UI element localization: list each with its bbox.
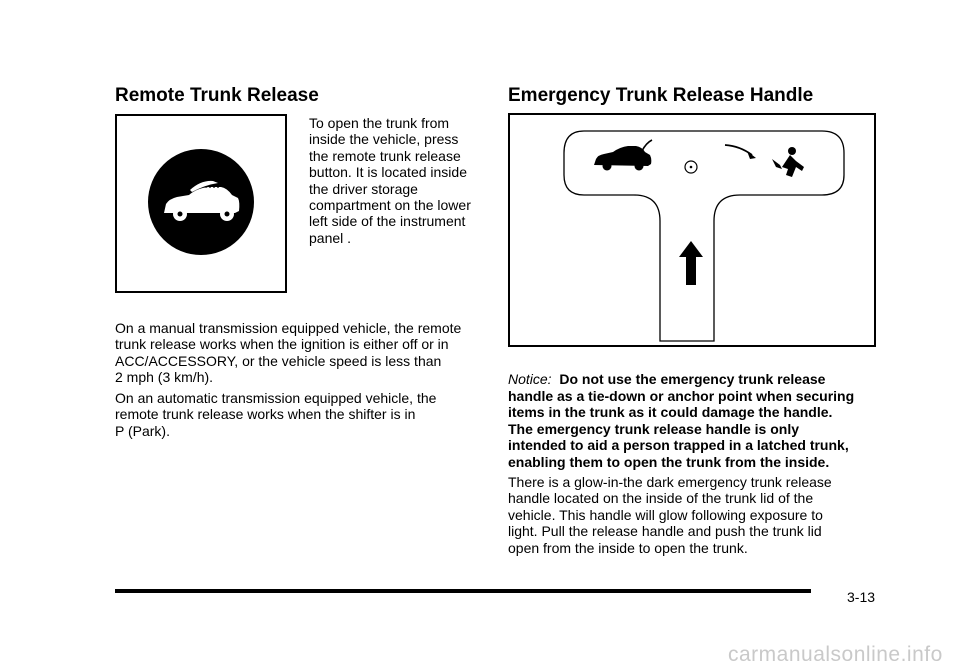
text-line: vehicle. This handle will glow following exposure to [508, 506, 823, 523]
text-line: The emergency trunk release handle is only [508, 420, 799, 437]
page-number: 3-13 [847, 589, 876, 605]
text-line: items in the trunk as it could damage the handle. [508, 404, 833, 421]
text-line: left side of the instrument [309, 213, 466, 230]
remote-trunk-release-figure [115, 114, 287, 293]
release-handle-illustration [510, 115, 874, 345]
remote-release-intro [309, 115, 471, 246]
text-line: On a manual transmission equipped vehicle, the remote [115, 320, 462, 336]
notice-text: Do not use the emergency trunk release [559, 371, 826, 387]
text-line: 2 mph (3 km/h). [115, 369, 214, 386]
emergency-release-handle-figure [508, 113, 876, 347]
glow-handle-paragraph [508, 474, 832, 556]
text-line: There is a glow-in-the dark emergency trunk release [508, 474, 832, 490]
text-line: intended to aid a person trapped in a latched trunk, [508, 437, 849, 454]
trunk-release-button-icon [117, 116, 285, 291]
text-line: To open the trunk from [309, 115, 450, 131]
text-line: compartment on the lower [309, 197, 471, 214]
text-line: handle as a tie-down or anchor point when securing [508, 387, 855, 404]
text-line: button. It is located inside [309, 164, 467, 181]
text-line: P (Park). [115, 422, 170, 439]
notice-label: Notice: [508, 371, 552, 387]
text-line: open from the inside to open the trunk. [508, 539, 748, 556]
text-line: enabling them to open the trunk from the inside. [508, 453, 830, 470]
watermark: carmanualsonline.info [728, 643, 943, 666]
text-line: On an automatic transmission equipped vehicle, the [115, 390, 437, 406]
automatic-transmission-paragraph [115, 390, 436, 439]
text-line: inside the vehicle, press [309, 131, 459, 148]
text-line: the driver storage [309, 180, 418, 197]
text-line: trunk release works when the ignition is either off or in [115, 336, 449, 353]
notice-block [508, 371, 854, 471]
text-line: panel . [309, 229, 352, 246]
text-line: remote trunk release works when the shifter is in [115, 406, 416, 423]
text-line: ACC/ACCESSORY, or the vehicle speed is less than [115, 352, 442, 369]
text-line [508, 371, 854, 388]
text-line: light. Pull the release handle and push the trunk lid [508, 523, 822, 540]
text-line: handle located on the inside of the trunk lid of the [508, 490, 814, 507]
section-heading-emergency-trunk-release: Emergency Trunk Release Handle [508, 85, 814, 106]
text-line: the remote trunk release [309, 147, 461, 164]
footer-rule [115, 589, 811, 593]
section-heading-remote-trunk-release: Remote Trunk Release [115, 85, 319, 106]
manual-transmission-paragraph [115, 320, 461, 386]
